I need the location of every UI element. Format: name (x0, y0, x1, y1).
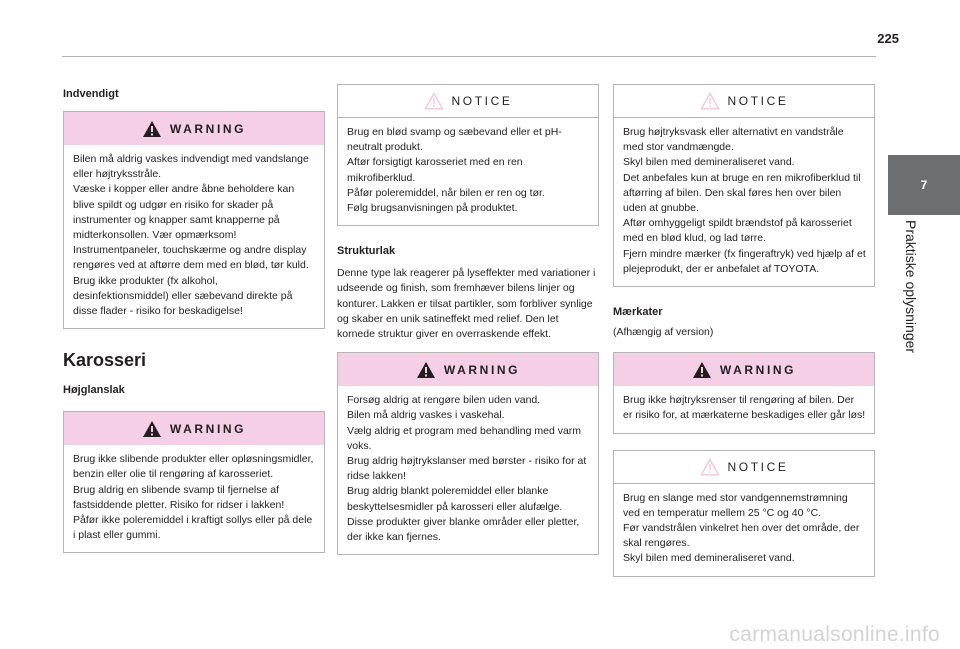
notice-label: NOTICE (727, 94, 789, 108)
top-rule (62, 56, 876, 57)
warning-text: Brug ikke slibende produkter eller opløsningsmidler, benzin eller olie til rengøring af karosseriet. Brug aldrig en slibende svamp til fjernelse af fastsiddende pletter. Risiko for ridser i lakken! Påfør ikke poleremiddel i kraftigt sollys eller på dele i plast eller gummi. (73, 453, 314, 542)
warning-header (64, 412, 324, 445)
notice-box-cleaning (337, 84, 599, 226)
warning-triangle-icon (142, 420, 162, 438)
warning-text: Forsøg aldrig at rengøre bilen uden vand. Bilen må aldrig vaskes i vaskehal. Vælg aldrig et program med behandling med varm voks. Brug aldrig højtrykslanser med børster - risiko for at ridse lakken! Brug aldrig blankt poleremiddel eller blanke beskyttelsesmidler på karosseri eller alufælge. Disse produkter giver blanke områder eller pletter, der ikke kan fjernes. (347, 394, 587, 544)
notice-label: NOTICE (451, 94, 513, 108)
warning-box-texture-paint (337, 352, 599, 555)
notice-triangle-icon (700, 458, 720, 476)
notice-text: Brug højtryksvask eller alternativt en vandstråle med stor vandmængde. Skyl bilen med demineraliseret vand. Det anbefales kun at bruge en ren mikrofiberklud til aftørring af bilen. Den skal føres hen over bilen uden at gnubbe. Aftør omhyggeligt spildt brændstof på karosseriet med en blød klud, og lad tørre. Fjern mindre mærker (fx fingeraftryk) ved hjælp af et plejeprodukt, der er anbefalet af TOYOTA. (623, 126, 866, 275)
notice-text: Brug en blød svamp og sæbevand eller et pH-neutralt produkt. Aftør forsigtigt karosseriet med en ren mikrofiberklud. Påfør poleremiddel, når bilen er ren og tør. Følg brugsanvisningen på produktet. (347, 126, 562, 215)
warning-label: WARNING (443, 362, 521, 377)
warning-header (614, 353, 874, 386)
notice-triangle-icon (424, 92, 444, 110)
warning-box-high-gloss (63, 411, 325, 553)
chapter-tab[interactable]: 7 (888, 155, 960, 215)
column-1 (63, 84, 325, 567)
watermark: carmanualsonline.info (729, 623, 940, 646)
warning-triangle-icon (142, 120, 162, 138)
section-heading-interior: Indvendigt (63, 88, 119, 100)
subheading-texture-paint: Strukturlak (337, 245, 396, 258)
subheading-stickers: Mærkater (613, 306, 663, 319)
section-title-body: Karosseri (63, 350, 147, 371)
warning-label: WARNING (719, 362, 797, 377)
version-note: (Afhængig af version) (613, 326, 714, 339)
notice-header (614, 85, 874, 118)
notice-header (338, 85, 598, 118)
warning-label: WARNING (169, 121, 247, 136)
warning-triangle-icon (416, 361, 436, 379)
column-3 (613, 84, 875, 591)
chapter-title: Praktiske oplysninger (903, 220, 919, 354)
warning-text: Bilen må aldrig vaskes indvendigt med vandslange eller højtryksstråle. Væske i kopper eller andre åbne beholdere kan blive spildt og udgør en risiko for skader på instrumenter og knapper samt knapperne på midterkonsollen. Vær opmærksom! Instrumentpaneler, touchskærme og andre display rengøres ved at aftørre dem med en blød, tør kuld. Brug ikke produkter (fx alkohol, desinfektionsmiddel) eller sæbevand direkte på disse flader - risiko for beskadigelse! (73, 153, 309, 318)
notice-text: Brug en slange med stor vandgennemstrømning ved en temperatur mellem 25 °C og 40 °C. Før vandstrålen vinkelret hen over det område, der skal rengøres. Skyl bilen med demineraliseret vand. (623, 491, 860, 565)
notice-box-hose (613, 450, 875, 577)
warning-label: WARNING (169, 421, 247, 436)
warning-header (64, 112, 324, 145)
warning-triangle-icon (692, 361, 712, 379)
warning-header (338, 353, 598, 386)
warning-box-interior (63, 111, 325, 329)
notice-header (614, 451, 874, 484)
warning-text: Brug ikke højtryksrenser til rengøring af bilen. Der er risiko for, at mærkaterne beskadiges eller går løs! (623, 394, 866, 422)
paragraph-texture-paint: Denne type lak reagerer på lyseffekter med variationer i udseende og finish, som fremhæver bilens linjer og konturer. Lakken er tilsat partikler, som forbliver synlige og skaber en unik satineffekt med relief. Den let kornede struktur giver en overraskende effekt. (337, 267, 596, 341)
notice-box-washing (613, 84, 875, 287)
warning-box-stickers (613, 352, 875, 433)
notice-triangle-icon (700, 92, 720, 110)
column-2 (337, 84, 599, 569)
subheading-high-gloss: Højglanslak (63, 384, 125, 397)
notice-label: NOTICE (727, 459, 789, 474)
page-number: 225 (877, 31, 899, 46)
